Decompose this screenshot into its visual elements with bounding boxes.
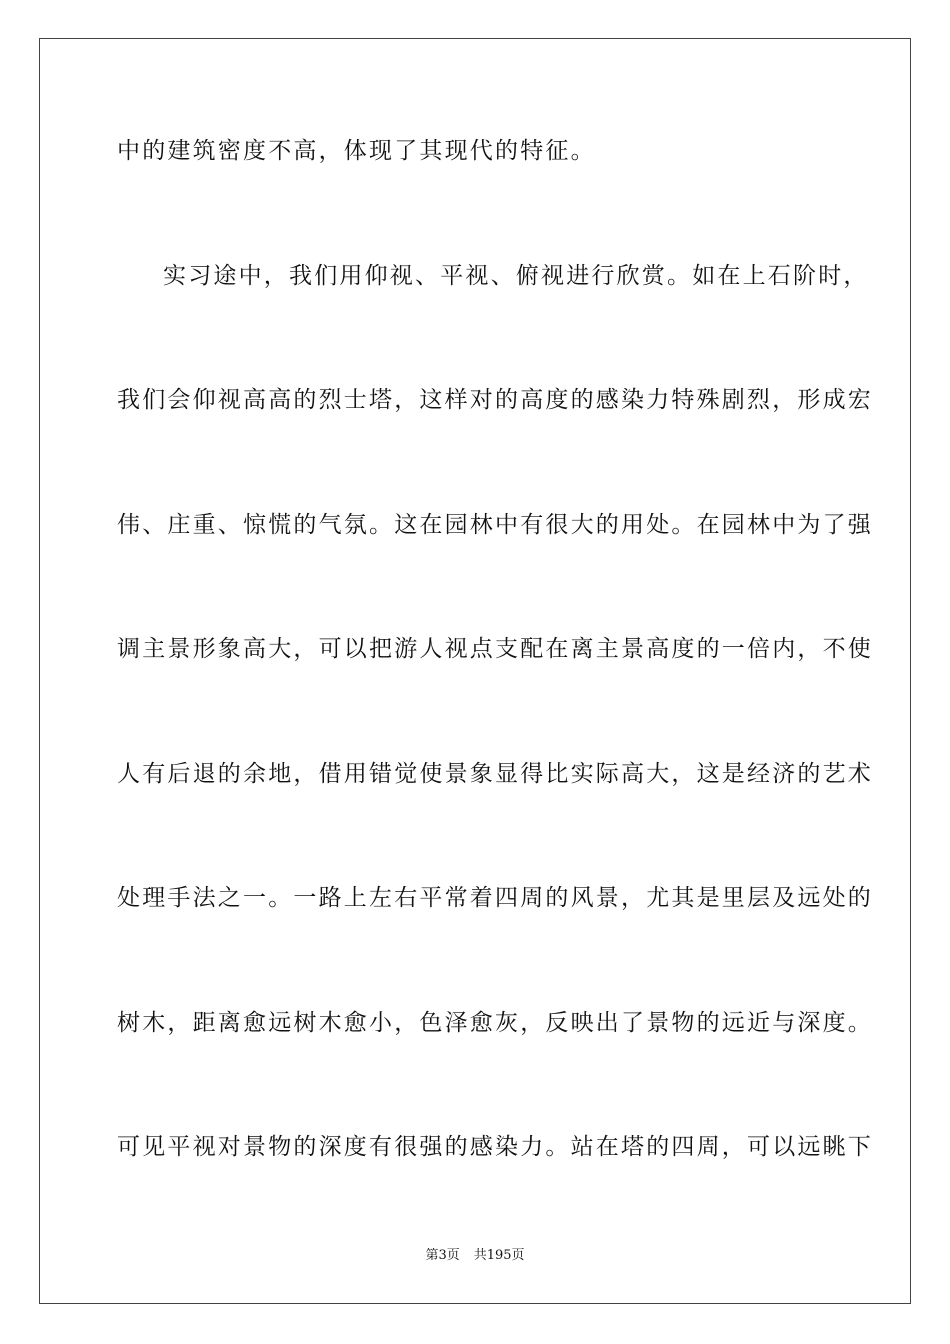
paragraph-line: 我们会仰视高高的烈士塔，这样对的高度的感染力特殊剧烈，形成宏 bbox=[117, 387, 873, 413]
paragraph-line: 中的建筑密度不高，体现了其现代的特征。 bbox=[117, 138, 596, 164]
page-total: 共195页 bbox=[473, 1248, 525, 1263]
paragraph-line: 调主景形象高大，可以把游人视点支配在离主景高度的一倍内，不使 bbox=[117, 636, 873, 662]
paragraph-line: 处理手法之一。一路上左右平常着四周的风景，尤其是里层及远处的 bbox=[117, 885, 873, 911]
paragraph-line: 实习途中，我们用仰视、平视、俯视进行欣赏。如在上石阶时， bbox=[163, 263, 869, 289]
paragraph-line: 树木，距离愈远树木愈小，色泽愈灰，反映出了景物的远近与深度。 bbox=[117, 1010, 873, 1036]
page-footer bbox=[0, 1247, 950, 1265]
paragraph-line: 可见平视对景物的深度有很强的感染力。站在塔的四周，可以远眺下 bbox=[117, 1134, 873, 1160]
paragraph-line: 伟、庄重、惊慌的气氛。这在园林中有很大的用处。在园林中为了强 bbox=[117, 512, 873, 538]
paragraph-line: 人有后退的余地，借用错觉使景象显得比实际高大，这是经济的艺术 bbox=[117, 761, 873, 787]
page-number: 第3页 bbox=[425, 1248, 460, 1263]
page-border bbox=[39, 38, 911, 1304]
